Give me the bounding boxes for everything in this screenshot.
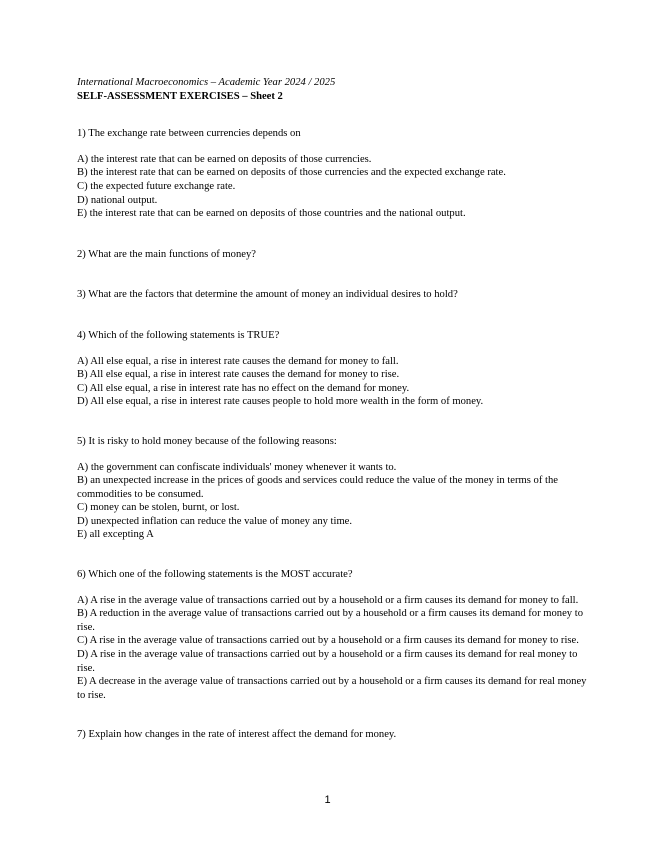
- course-title: International Macroeconomics – Academic Year 2024 / 2025: [77, 77, 336, 88]
- option: A) A rise in the average value of transactions carried out by a household or a firm causes its demand for money to fall.: [77, 594, 579, 606]
- document-page: [77, 76, 597, 742]
- option: C) All else equal, a rise in interest rate has no effect on the demand for money.: [77, 382, 410, 394]
- option: B) the interest rate that can be earned on deposits of those currencies and the expected exchange rate.: [77, 167, 506, 179]
- question-7: 7) Explain how changes in the rate of interest affect the demand for money.: [77, 729, 397, 741]
- option: D) All else equal, a rise in interest rate causes people to hold more wealth in the form of money.: [77, 396, 484, 408]
- option: A) the government can confiscate individuals' money whenever it wants to.: [77, 461, 397, 473]
- option: D) national output.: [77, 194, 158, 206]
- question-6-options: [77, 594, 597, 703]
- question-5-options: [77, 461, 597, 543]
- question-4-options: [77, 355, 597, 409]
- page-number: 1: [324, 794, 331, 806]
- question-6: 6) Which one of the following statements is the MOST accurate?: [77, 569, 353, 581]
- question-5: 5) It is risky to hold money because of the following reasons:: [77, 435, 337, 447]
- option: C) A rise in the average value of transactions carried out by a household or a firm causes its demand for money to rise.: [77, 635, 579, 647]
- option: B) an unexpected increase in the prices of goods and services could reduce the value of the money in terms of the commodities to be consumed.: [77, 475, 558, 500]
- option: D) unexpected inflation can reduce the value of money any time.: [77, 515, 353, 527]
- question-3: 3) What are the factors that determine the amount of money an individual desires to hold?: [77, 289, 458, 301]
- option: C) money can be stolen, burnt, or lost.: [77, 502, 240, 514]
- option: A) the interest rate that can be earned on deposits of those currencies.: [77, 153, 372, 165]
- option: E) A decrease in the average value of transactions carried out by a household or a firm causes its demand for real money to rise.: [77, 676, 587, 701]
- option: E) all excepting A: [77, 529, 154, 541]
- question-1-options: [77, 153, 597, 221]
- question-4: 4) Which of the following statements is TRUE?: [77, 329, 280, 341]
- sheet-title: SELF-ASSESSMENT EXERCISES – Sheet 2: [77, 90, 283, 102]
- option: E) the interest rate that can be earned on deposits of those countries and the national output.: [77, 208, 466, 220]
- option: D) A rise in the average value of transactions carried out by a household or a firm causes its demand for real money to rise.: [77, 649, 578, 674]
- question-1: 1) The exchange rate between currencies depends on: [77, 128, 301, 140]
- option: A) All else equal, a rise in interest rate causes the demand for money to fall.: [77, 355, 399, 367]
- option: C) the expected future exchange rate.: [77, 180, 236, 192]
- question-2: 2) What are the main functions of money?: [77, 248, 256, 260]
- option: B) All else equal, a rise in interest rate causes the demand for money to rise.: [77, 369, 400, 381]
- option: B) A reduction in the average value of transactions carried out by a household or a firm causes its demand for money to rise.: [77, 608, 583, 633]
